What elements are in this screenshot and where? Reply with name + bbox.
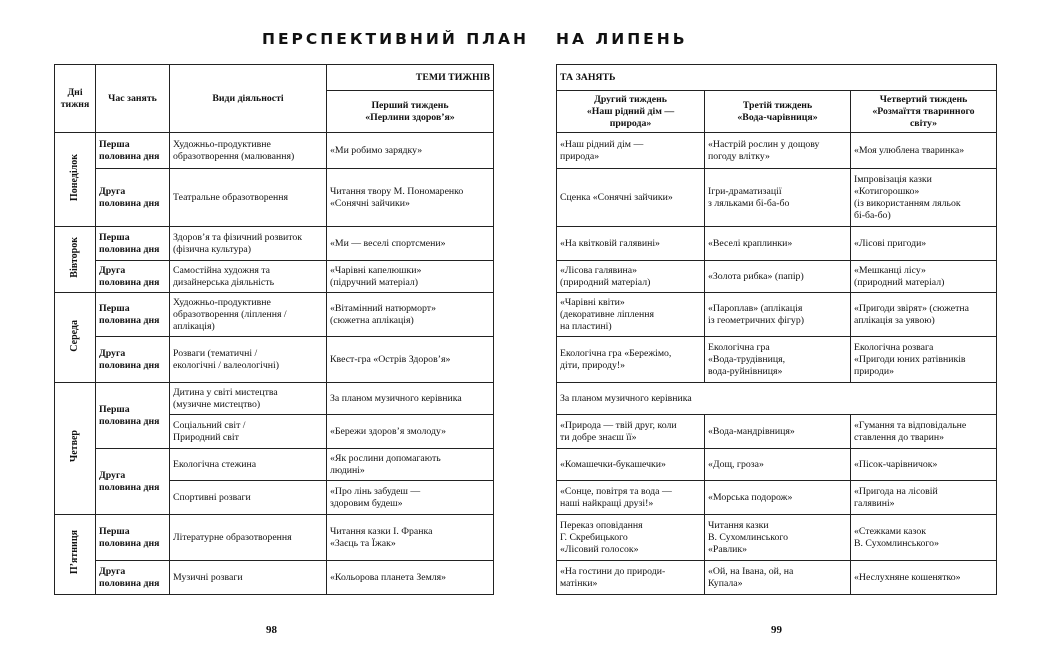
day-thursday: Четвер <box>55 383 96 515</box>
activity-cell: Художньо-продуктивне образотворення (ліплення / аплікація) <box>170 293 327 337</box>
slot-second: Друга половина дня <box>96 337 170 383</box>
week3-cell: «Вода-мандрівниця» <box>705 415 851 449</box>
header-themes-cont: ТА ЗАНЯТЬ <box>557 65 997 91</box>
slot-first: Перша половина дня <box>96 133 170 169</box>
table-row <box>55 133 494 169</box>
week3-cell: «Веселі краплинки» <box>705 227 851 261</box>
header-week1: Перший тиждень «Перлини здоров’я» <box>327 91 494 133</box>
page-number-right: 99 <box>771 624 782 636</box>
week2-cell: «На гостини до природи- матінки» <box>557 561 705 595</box>
activity-cell: Соціальний світ / Природний світ <box>170 415 327 449</box>
header-week3: Третій тиждень «Вода-чарівниця» <box>705 91 851 133</box>
slot-second: Друга половина дня <box>96 261 170 293</box>
week3-cell: «Настрій рослин у дощову погоду влітку» <box>705 133 851 169</box>
week1-cell: «Вітамінний натюрморт» (сюжетна аплікація) <box>327 293 494 337</box>
week2-cell: «Природа — твій друг, коли ти добре знаєш її» <box>557 415 705 449</box>
table-row <box>557 383 997 415</box>
table-row <box>55 169 494 227</box>
activity-cell: Літературне образотворення <box>170 515 327 561</box>
header-week2: Другий тиждень «Наш рідний дім — природа» <box>557 91 705 133</box>
week1-cell: Квест-гра «Острів Здоров’я» <box>327 337 494 383</box>
slot-second: Друга половина дня <box>96 449 170 515</box>
week1-cell: «Бережи здоров’я змолоду» <box>327 415 494 449</box>
page-title-right: НА ЛИПЕНЬ <box>556 30 688 48</box>
table-row <box>557 415 997 449</box>
week2-cell: Переказ оповідання Г. Скребицького «Лісовий голосок» <box>557 515 705 561</box>
week4-cell: «Пригода на лісовій галявині» <box>851 481 997 515</box>
week3-cell: Ігри-драматизації з ляльками бі-ба-бо <box>705 169 851 227</box>
table-row <box>557 449 997 481</box>
table-row <box>557 515 997 561</box>
table-row <box>557 293 997 337</box>
plan-table-right <box>556 64 997 595</box>
slot-first: Перша половина дня <box>96 293 170 337</box>
week1-cell: «Ми — веселі спортсмени» <box>327 227 494 261</box>
week1-cell: «Ми робимо зарядку» <box>327 133 494 169</box>
day-monday: Понеділок <box>55 133 96 227</box>
activity-cell: Розваги (тематичні / екологічні / валеологічні) <box>170 337 327 383</box>
week3-cell: «Пароплав» (аплікація із геометричних фігур) <box>705 293 851 337</box>
table-row <box>55 561 494 595</box>
header-themes: ТЕМИ ТИЖНІВ <box>327 65 494 91</box>
week4-cell: «Стежками казок В. Сухомлинського» <box>851 515 997 561</box>
week4-cell: «Пригоди звірят» (сюжетна аплікація за уявою) <box>851 293 997 337</box>
week4-cell: «Гумання та відповідальне ставлення до тварин» <box>851 415 997 449</box>
slot-first: Перша половина дня <box>96 383 170 449</box>
slot-first: Перша половина дня <box>96 227 170 261</box>
activity-cell: Театральне образотворення <box>170 169 327 227</box>
table-row <box>557 561 997 595</box>
week4-cell: «Неслухняне кошенятко» <box>851 561 997 595</box>
week1-cell: За планом музичного керівника <box>327 383 494 415</box>
week3-cell: «Ой, на Івана, ой, на Купала» <box>705 561 851 595</box>
table-row <box>557 261 997 293</box>
activity-cell: Самостійна художня та дизайнерська діяльність <box>170 261 327 293</box>
page-number-left: 98 <box>266 624 277 636</box>
week3-cell: Екологічна гра «Вода-трудівниця, вода-руйнівниця» <box>705 337 851 383</box>
header-activities: Види діяльності <box>170 65 327 133</box>
table-row <box>557 337 997 383</box>
slot-first: Перша половина дня <box>96 515 170 561</box>
slot-second: Друга половина дня <box>96 561 170 595</box>
table-row <box>55 227 494 261</box>
week2-cell: «Комашечки-букашечки» <box>557 449 705 481</box>
table-row <box>55 293 494 337</box>
day-friday: П’ятниця <box>55 515 96 595</box>
table-row <box>55 261 494 293</box>
day-wednesday: Середа <box>55 293 96 383</box>
week4-cell: «Пісок-чарівничок» <box>851 449 997 481</box>
week2-cell: Сценка «Сонячні зайчики» <box>557 169 705 227</box>
activity-cell: Спортивні розваги <box>170 481 327 515</box>
activity-cell: Здоров’я та фізичний розвиток (фізична культура) <box>170 227 327 261</box>
week1-cell: Читання твору М. Пономаренко «Сонячні зайчики» <box>327 169 494 227</box>
week3-cell: «Дощ, гроза» <box>705 449 851 481</box>
merged-music-cell: За планом музичного керівника <box>557 383 997 415</box>
activity-cell: Дитина у світі мистецтва (музичне мистецтво) <box>170 383 327 415</box>
header-days: Дні тижня <box>55 65 96 133</box>
day-tuesday: Вівторок <box>55 227 96 293</box>
activity-cell: Музичні розваги <box>170 561 327 595</box>
header-week4: Четвертий тиждень «Розмаїття тваринного світу» <box>851 91 997 133</box>
week1-cell: «Як рослини допомагають людині» <box>327 449 494 481</box>
table-row <box>557 133 997 169</box>
page-title-left: ПЕРСПЕКТИВНИЙ ПЛАН <box>262 30 530 48</box>
week3-cell: «Золота рибка» (папір) <box>705 261 851 293</box>
week2-cell: «Наш рідний дім — природа» <box>557 133 705 169</box>
table-row <box>55 515 494 561</box>
plan-table-left <box>54 64 494 595</box>
week3-cell: Читання казки В. Сухомлинського «Равлик» <box>705 515 851 561</box>
week2-cell: Екологічна гра «Бережімо, діти, природу!» <box>557 337 705 383</box>
week3-cell: «Морська подорож» <box>705 481 851 515</box>
week4-cell: Екологічна розвага «Пригоди юних ратівників природи» <box>851 337 997 383</box>
week2-cell: «Чарівні квіти» (декоративне ліплення на пластині) <box>557 293 705 337</box>
table-row <box>55 449 494 481</box>
week2-cell: «Сонце, повітря та вода — наші найкращі друзі!» <box>557 481 705 515</box>
week2-cell: «На квітковій галявині» <box>557 227 705 261</box>
header-time: Час занять <box>96 65 170 133</box>
table-row <box>557 169 997 227</box>
week4-cell: «Лісові пригоди» <box>851 227 997 261</box>
week2-cell: «Лісова галявина» (природний матеріал) <box>557 261 705 293</box>
week4-cell: Імпровізація казки «Котигорошко» (із використанням ляльок бі-ба-бо) <box>851 169 997 227</box>
table-row <box>55 337 494 383</box>
week1-cell: «Чарівні капелюшки» (підручний матеріал) <box>327 261 494 293</box>
week1-cell: Читання казки І. Франка «Заєць та Їжак» <box>327 515 494 561</box>
week4-cell: «Моя улюблена тваринка» <box>851 133 997 169</box>
week1-cell: «Кольорова планета Земля» <box>327 561 494 595</box>
table-row <box>557 227 997 261</box>
week4-cell: «Мешканці лісу» (природний матеріал) <box>851 261 997 293</box>
activity-cell: Екологічна стежина <box>170 449 327 481</box>
activity-cell: Художньо-продуктивне образотворення (малювання) <box>170 133 327 169</box>
table-row <box>55 383 494 415</box>
slot-second: Друга половина дня <box>96 169 170 227</box>
week1-cell: «Про лінь забудеш — здоровим будеш» <box>327 481 494 515</box>
table-row <box>557 481 997 515</box>
